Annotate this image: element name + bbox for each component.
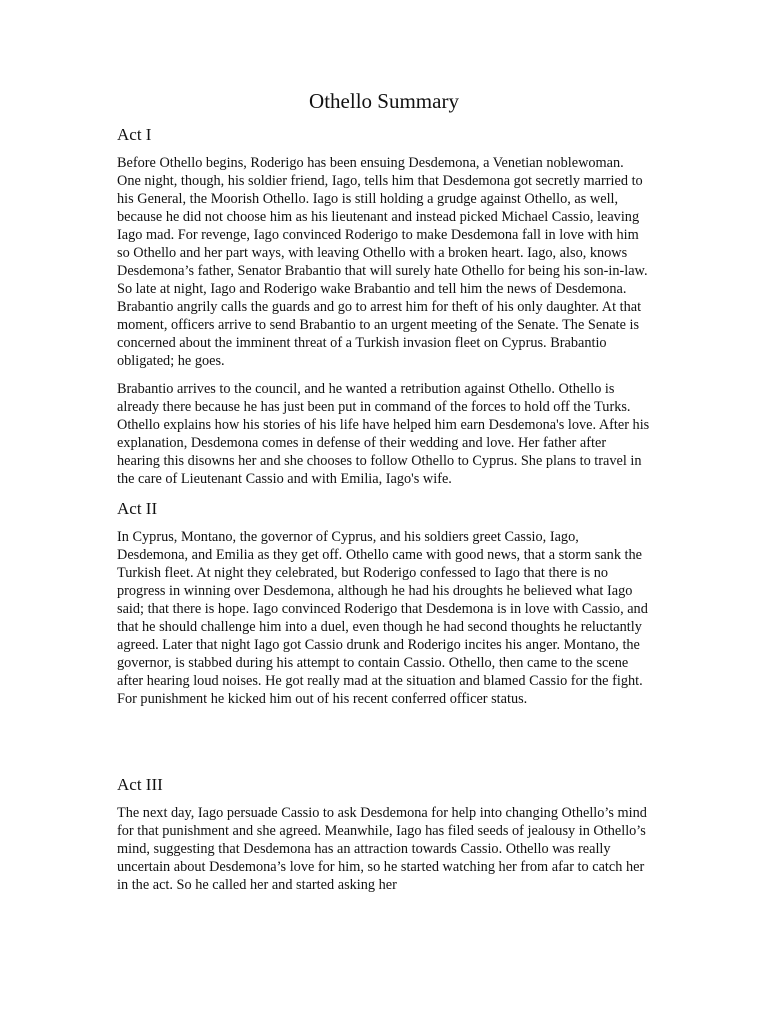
act-2-paragraph-1: In Cyprus, Montano, the governor of Cyprus, and his soldiers greet Cassio, Iago, Desdemona, and Emilia as they get off. Othello came with good news, that a storm sank the Turkish fleet. At night they celebrated, but Roderigo confessed to Iago that there is no progress in winning over Desdemona, although he had his droughts he believed what Iago said; that there is hope. Iago convinced Roderigo that Desdemona is in love with Cassio, and that he should challenge him into a duel, even though he had second thoughts he reluctantly agreed. Later that night Iago got Cassio drunk and Roderigo incites his anger. Montano, the governor, is stabbed during his attempt to contain Cassio. Othello, then came to the scene after hearing loud noises. He got really mad at the situation and blamed Cassio for the fight. For punishment he kicked him out of his recent conferred officer status.	[117, 529, 648, 707]
act-2-section	[117, 498, 651, 708]
act-1-paragraph-1: Before Othello begins, Roderigo has been ensuing Desdemona, a Venetian noblewoman. One night, though, his soldier friend, Iago, tells him that Desdemona got secretly married to his General, the Moorish Othello. Iago is still holding a grudge against Othello, as well, because he did not choose him as his lieutenant and instead picked Michael Cassio, leaving Iago mad. For revenge, Iago convinced Roderigo to make Desdemona fall in love with him so Othello and her part ways, with leaving Othello with a broken heart. Iago, also, knows Desdemona’s father, Senator Brabantio that will surely hate Othello for being his son-in-law. So late at night, Iago and Roderigo wake Brabantio and tell him the news of Desdemona. Brabantio angrily calls the guards and go to arrest him for theft of his only daughter. At that moment, officers arrive to send Brabantio to an urgent meeting of the Senate. The Senate is concerned about the imminent threat of a Turkish invasion fleet on Cyprus. Brabantio obligated; he goes.	[117, 155, 648, 369]
section-spacer	[117, 718, 651, 774]
act-2-heading: Act II	[117, 499, 158, 518]
act-1-paragraph-2: Brabantio arrives to the council, and he wanted a retribution against Othello. Othello is already there because he has just been put in command of the forces to hold off the Turks. Othello explains how his stories of his life have helped him earn Desdemona's love. After his explanation, Desdemona comes in defense of their wedding and love. Her father after hearing this disowns her and she chooses to follow Othello to Cyprus. She plans to travel in the care of Lieutenant Cassio and with Emilia, Iago's wife.	[117, 381, 650, 487]
act-3-heading: Act III	[117, 775, 163, 794]
document-body	[117, 124, 651, 904]
page-title: Othello Summary	[309, 89, 459, 113]
act-3-section	[117, 774, 651, 894]
act-1-heading: Act I	[117, 125, 152, 144]
act-3-paragraph-1: The next day, Iago persuade Cassio to ask Desdemona for help into changing Othello’s mind for that punishment and she agreed. Meanwhile, Iago has filed seeds of jealousy in Othello’s mind, suggesting that Desdemona has an attraction towards Cassio. Othello was really uncertain about Desdemona’s love for him, so he started watching her from afar to catch her in the act. So he called her and started asking her	[117, 805, 647, 893]
act-1-section	[117, 124, 651, 488]
